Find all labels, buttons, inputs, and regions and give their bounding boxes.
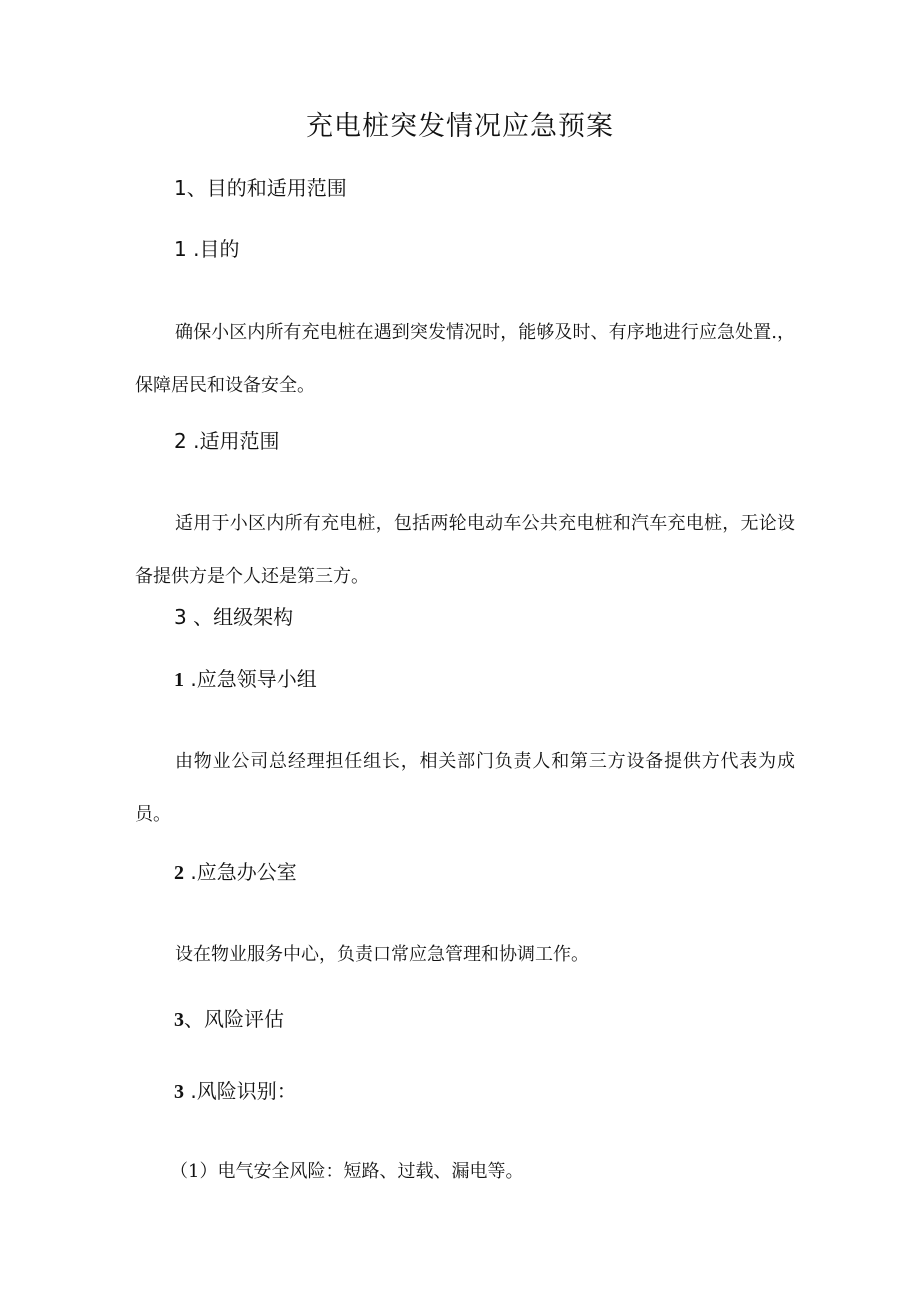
subheading-scope: 2 .适用范围 — [174, 429, 280, 453]
subheading-emergency-office — [174, 858, 297, 887]
paragraph-leadership-group: 由物业公司总经理担任组长，相关部门负责人和第三方设备提供方代表为成员。 — [135, 751, 795, 825]
document-title: 充电桩突发情况应急预案 — [306, 111, 614, 142]
subheading-number: 1 — [174, 669, 184, 691]
subheading-label: .风险识别： — [184, 1079, 297, 1103]
subheading-purpose: 1 .目的 — [174, 237, 240, 261]
subheading-label: .应急办公室 — [184, 860, 297, 884]
subheading-label: .应急领导小组 — [184, 667, 317, 691]
section-number: 3 — [174, 1009, 184, 1031]
subheading-number: 2 — [174, 862, 184, 884]
section-heading-risk-assessment — [174, 1005, 284, 1034]
paragraph-purpose: 确保小区内所有充电桩在遇到突发情况时，能够及时、有序地进行应急处置.，保障居民和设备安全。 — [135, 322, 795, 396]
section-heading-purpose-scope: 1、目的和适用范围 — [174, 176, 347, 200]
paragraph-emergency-office: 设在物业服务中心，负责口常应急管理和协调工作。 — [175, 944, 589, 965]
section-heading-organization: 3 、组级架构 — [174, 605, 294, 629]
paragraph-scope: 适用于小区内所有充电桩，包括两轮电动车公共充电桩和汽车充电桩，无论设备提供方是个人还是第三方。 — [135, 513, 795, 587]
subheading-number: 3 — [174, 1081, 184, 1103]
subheading-risk-identification — [174, 1077, 297, 1106]
subheading-leadership-group — [174, 665, 317, 694]
list-item-electrical-risk: （1）电气安全风险：短路、过载、漏电等。 — [170, 1161, 524, 1182]
section-label: 、风险评估 — [184, 1007, 284, 1031]
